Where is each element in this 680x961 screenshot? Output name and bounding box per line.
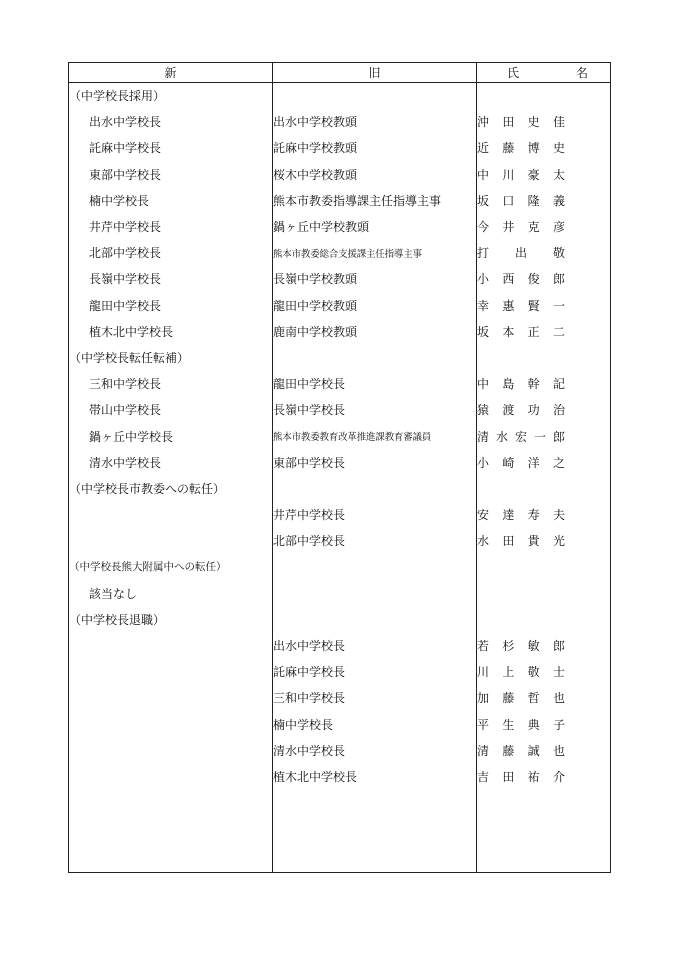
name-char: 寿 [527,508,540,523]
old-position [273,344,477,370]
person-name [477,659,611,685]
name-char: 本 [502,324,515,339]
name-char: 藤 [502,141,515,156]
name-char: 今 [477,220,490,235]
person-name [477,135,611,161]
person-name-text [477,113,565,130]
person-name-text [477,454,565,471]
section-heading [69,475,273,501]
name-char: 田 [502,769,515,784]
new-position [69,292,273,318]
name-char: 小 [477,455,490,470]
personnel-table [68,62,611,873]
old-position: 植木北中学校長 [273,763,477,789]
table-row [69,83,611,109]
new-position [69,318,273,344]
name-char: 一 [533,429,546,444]
old-position: 熊本市教委指導課主任指導主事 [273,187,477,213]
table-row [69,763,611,789]
name-char: 功 [527,403,540,418]
person-name [477,161,611,187]
old-position: 東部中学校長 [273,449,477,475]
name-char: 史 [527,115,540,130]
name-char: 川 [502,167,515,182]
new-position-text [69,769,89,783]
name-char: 出 [514,246,527,261]
table-row [69,109,611,135]
name-char: 貴 [527,534,540,549]
new-position [69,423,273,449]
person-name [477,580,611,606]
new-position-text: 鍋ヶ丘中学校長 [89,429,174,444]
person-name-text [477,506,565,523]
new-position-text [69,743,89,757]
new-position [69,266,273,292]
person-name-text [477,218,565,235]
name-char: 藤 [502,743,515,758]
new-position-text: 託麻中学校長 [89,141,162,156]
name-char: 彦 [552,220,565,235]
new-position [69,580,273,606]
new-position-text: 龍田中学校長 [89,298,162,313]
new-position [69,187,273,213]
section-heading [69,606,273,632]
person-name [477,371,611,397]
name-char: 井 [502,220,515,235]
new-position-text: 長嶺中学校長 [89,272,162,287]
old-position [273,606,477,632]
name-char: 豪 [527,167,540,182]
new-position-text: （中学校長退職） [69,612,166,627]
name-char: 杉 [502,639,515,654]
name-char: 小 [477,272,490,287]
person-name-text [477,742,565,759]
new-position [69,528,273,554]
new-position-text [69,639,89,653]
name-char: 治 [552,403,565,418]
old-position: 長嶺中学校教頭 [273,266,477,292]
table-row [69,580,611,606]
old-position: 三和中学校長 [273,685,477,711]
table-row [69,606,611,632]
person-name-text [477,192,565,209]
new-position [69,763,273,789]
name-char: 敬 [552,246,565,261]
old-position: 出水中学校長 [273,632,477,658]
table-row [69,554,611,580]
name-char: 平 [477,717,490,732]
old-position: 鹿南中学校教頭 [273,318,477,344]
name-char: 敬 [527,665,540,680]
name-char: 宏 [514,429,527,444]
name-char: 川 [477,665,490,680]
name-char: 水 [477,534,490,549]
name-char: 生 [502,717,515,732]
new-position-text: （中学校長市教委への転任） [69,481,226,496]
person-name-text [477,270,565,287]
new-position-text: 出水中学校長 [89,115,162,130]
table-body [69,83,611,873]
name-char: 惠 [502,298,515,313]
person-name [477,213,611,239]
new-position [69,161,273,187]
old-position [273,554,477,580]
table-row [69,528,611,554]
old-position: 鍋ヶ丘中学校教頭 [273,213,477,239]
new-position-text: 三和中学校長 [89,377,162,392]
name-char: 誠 [527,743,540,758]
new-position-text: 該当なし [89,586,138,601]
name-char: 郎 [552,639,565,654]
new-position-text: 楠中学校長 [89,193,150,208]
person-name-text [477,323,565,340]
name-char: 清 [477,429,490,444]
person-name-text [477,244,565,261]
header-name-b: 名 [575,66,588,80]
name-char: 介 [552,769,565,784]
name-char: 士 [552,665,565,680]
person-name [477,240,611,266]
name-char: 打 [477,246,490,261]
name-char: 田 [502,534,515,549]
old-position [273,475,477,501]
old-position [273,83,477,109]
name-char: 猿 [477,403,490,418]
old-position [273,580,477,606]
table-row [69,213,611,239]
new-position [69,109,273,135]
new-position-text: 井芹中学校長 [89,220,162,235]
name-char: 之 [552,455,565,470]
person-name-text [477,637,565,654]
new-position [69,685,273,711]
new-position-text: 帯山中学校長 [89,403,162,418]
name-char: 典 [527,717,540,732]
name-char: 田 [502,115,515,130]
name-char: 渡 [502,403,515,418]
name-char: 洋 [527,455,540,470]
name-char: 幸 [477,298,490,313]
table-row [69,737,611,763]
person-name [477,423,611,449]
person-name-text [477,166,565,183]
name-char: 清 [477,743,490,758]
old-position: 託麻中学校長 [273,659,477,685]
section-heading [69,344,273,370]
person-name [477,475,611,501]
section-heading [69,83,273,109]
name-char: 也 [552,691,565,706]
name-char: 二 [552,324,565,339]
name-char: 達 [502,508,515,523]
empty-cell [69,790,273,873]
table-row [69,475,611,501]
name-char: 中 [477,377,490,392]
name-char: 坂 [477,324,490,339]
person-name [477,737,611,763]
name-char: 俊 [527,272,540,287]
section-heading [69,554,273,580]
name-char: 坂 [477,193,490,208]
name-char: 太 [552,167,565,182]
new-position-text [69,534,89,548]
empty-cell [273,790,477,873]
table-row [69,449,611,475]
name-char: 安 [477,508,490,523]
new-position [69,632,273,658]
old-position: 託麻中学校教頭 [273,135,477,161]
table-row [69,659,611,685]
new-position-text: （中学校長転任転補） [69,350,190,365]
name-char: 夫 [552,508,565,523]
header-new: 新 [69,63,273,83]
name-char: 近 [477,141,490,156]
person-name-text [477,375,565,392]
person-name [477,763,611,789]
new-position-text [69,508,89,522]
person-name-text [477,428,565,445]
old-position: 龍田中学校教頭 [273,292,477,318]
person-name [477,266,611,292]
table-row [69,632,611,658]
person-name [477,554,611,580]
table-row [69,711,611,737]
new-position-text: 北部中学校長 [89,246,162,261]
person-name [477,318,611,344]
person-name [477,528,611,554]
new-position [69,659,273,685]
header-name [477,63,611,83]
person-name-text [477,139,565,156]
old-position: 龍田中学校長 [273,371,477,397]
name-char: 正 [527,324,540,339]
old-position: 長嶺中学校長 [273,397,477,423]
table-row [69,397,611,423]
table-row [69,240,611,266]
header-row [69,63,611,83]
name-char: 佳 [552,115,565,130]
name-char: 上 [502,665,515,680]
table-row [69,685,611,711]
name-char: 賢 [527,298,540,313]
old-position: 北部中学校長 [273,528,477,554]
name-char: 光 [552,534,565,549]
name-char: 若 [477,639,490,654]
old-position: 出水中学校教頭 [273,109,477,135]
name-char: 一 [552,298,565,313]
old-position: 清水中学校長 [273,737,477,763]
name-char: 隆 [527,193,540,208]
table-row [69,423,611,449]
new-position-text [69,717,89,731]
table-row [69,344,611,370]
person-name [477,632,611,658]
person-name-text [477,716,565,733]
name-char: 記 [552,377,565,392]
new-position [69,711,273,737]
person-name [477,449,611,475]
table-row [69,135,611,161]
header-name-a: 氏 [507,66,520,80]
name-char: 祐 [527,769,540,784]
new-position [69,371,273,397]
person-name-text [477,689,565,706]
person-name-text [477,663,565,680]
person-name [477,344,611,370]
name-char: 崎 [502,455,515,470]
name-char: 西 [502,272,515,287]
table-row [69,502,611,528]
name-char: 口 [502,193,515,208]
old-position: 井芹中学校長 [273,502,477,528]
person-name-text [477,401,565,418]
table-row [69,371,611,397]
filler-row [69,790,611,873]
table-row [69,292,611,318]
name-char: 加 [477,691,490,706]
table-row [69,266,611,292]
new-position-text: （中学校長採用） [69,89,166,104]
name-char: 島 [502,377,515,392]
old-position: 熊本市教委教育改革推進課教育審議員 [273,423,477,449]
person-name [477,397,611,423]
new-position-text [69,691,89,705]
name-char: 博 [527,141,540,156]
person-name [477,83,611,109]
name-char: 吉 [477,769,490,784]
new-position [69,397,273,423]
person-name [477,109,611,135]
new-position-text: 東部中学校長 [89,167,162,182]
person-name [477,711,611,737]
new-position-text: （中学校長熊大附属中への転任） [69,561,227,574]
new-position-text: 清水中学校長 [89,455,162,470]
name-char: 敏 [527,639,540,654]
name-char: 藤 [502,691,515,706]
name-char: 沖 [477,115,490,130]
new-position [69,135,273,161]
empty-cell [477,790,611,873]
name-char: 克 [527,220,540,235]
table-row [69,318,611,344]
table-row [69,187,611,213]
table-row [69,161,611,187]
person-name [477,606,611,632]
name-char: 郎 [552,429,565,444]
old-position: 楠中学校長 [273,711,477,737]
name-char: 史 [552,141,565,156]
person-name-text [477,297,565,314]
header-old: 旧 [273,63,477,83]
person-name [477,502,611,528]
name-char: 義 [552,193,565,208]
old-position: 桜木中学校教頭 [273,161,477,187]
new-position-text [69,665,89,679]
new-position-text: 植木北中学校長 [89,324,174,339]
person-name [477,187,611,213]
old-position: 熊本市教委総合支援課主任指導主事 [273,240,477,266]
name-char: 幹 [527,377,540,392]
new-position [69,449,273,475]
person-name-text [477,532,565,549]
new-position [69,502,273,528]
person-name [477,685,611,711]
new-position [69,737,273,763]
name-char: 也 [552,743,565,758]
person-name-text [477,768,565,785]
new-position [69,240,273,266]
name-char: 水 [495,429,508,444]
name-char: 哲 [527,691,540,706]
person-name [477,292,611,318]
name-char: 中 [477,167,490,182]
new-position [69,213,273,239]
name-char: 郎 [552,272,565,287]
name-char: 子 [552,717,565,732]
